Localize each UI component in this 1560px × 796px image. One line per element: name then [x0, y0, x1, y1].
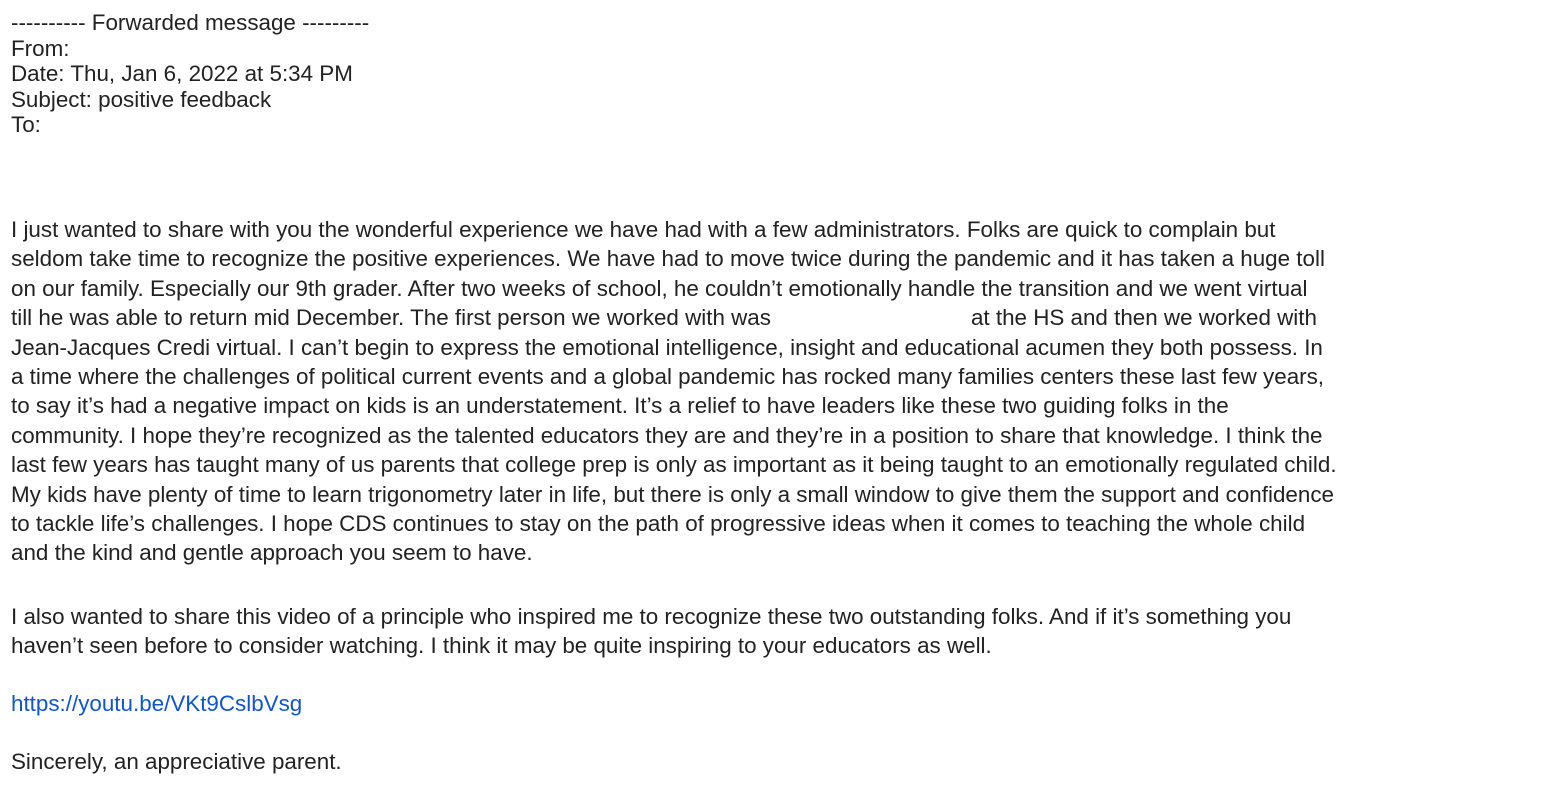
forwarded-message-divider: ---------- Forwarded message --------- [11, 10, 370, 35]
from-field: From: [11, 35, 70, 61]
paragraph-line-redacted [11, 303, 1337, 332]
video-link-block [11, 691, 302, 717]
subject-field: Subject: positive feedback [11, 86, 272, 112]
signoff: Sincerely, an appreciative parent. [11, 749, 342, 774]
paragraph-line: a time where the challenges of political current events and a global pandemic has rocked many families centers these last few years, [11, 363, 1325, 389]
date-field: Date: Thu, Jan 6, 2022 at 5:34 PM [11, 61, 353, 86]
paragraph-line: My kids have plenty of time to learn trigonometry later in life, but there is only a small window to give them the support and confidence [11, 481, 1334, 507]
paragraph-line: community. I hope they’re recognized as the talented educators they are and they’re in a position to share that knowledge. I think the [11, 422, 1323, 448]
forward-header [11, 10, 1551, 138]
line-segment-after-redaction: at the HS and then we worked with [970, 305, 1317, 331]
paragraph-line: I just wanted to share with you the wonderful experience we have had with a few administrators. Folks are quick to complain but [11, 217, 1276, 242]
paragraph-line: and the kind and gentle approach you seem to have. [11, 540, 533, 566]
email-message [11, 10, 1551, 774]
paragraph-line: to tackle life’s challenges. I hope CDS continues to stay on the path of progressive ideas when it comes to teaching the whole child [11, 510, 1306, 536]
line-segment-before-redaction: till he was able to return mid December. The first person we worked with was [11, 305, 771, 331]
paragraph-line: to say it’s had a negative impact on kids is an understatement. It’s a relief to have leaders like these two guiding folks in the [11, 393, 1229, 419]
paragraph-line: seldom take time to recognize the positive experiences. We have had to move twice during the pandemic and it has taken a huge toll [11, 246, 1325, 272]
message-paragraph-1 [11, 215, 1337, 568]
youtube-link[interactable]: https://youtu.be/VKt9CslbVsg [11, 691, 303, 716]
paragraph-line: haven’t seen before to consider watching. I think it may be quite inspiring to your educators as well. [11, 633, 992, 659]
paragraph-line: I also wanted to share this video of a principle who inspired me to recognize these two outstanding folks. And if it’s something you [11, 604, 1292, 629]
paragraph-line: last few years has taught many of us parents that college prep is only as important as it being taught to an emotionally regulated child. [11, 452, 1337, 478]
paragraph-line: Jean-Jacques Credi virtual. I can’t begin to express the emotional intelligence, insight and educational acumen they both possess. In [11, 334, 1323, 360]
to-field: To: [11, 112, 41, 137]
paragraph-line: on our family. Especially our 9th grader. After two weeks of school, he couldn’t emotionally handle the transition and we went virtual [11, 275, 1308, 301]
message-paragraph-2 [11, 602, 1291, 661]
